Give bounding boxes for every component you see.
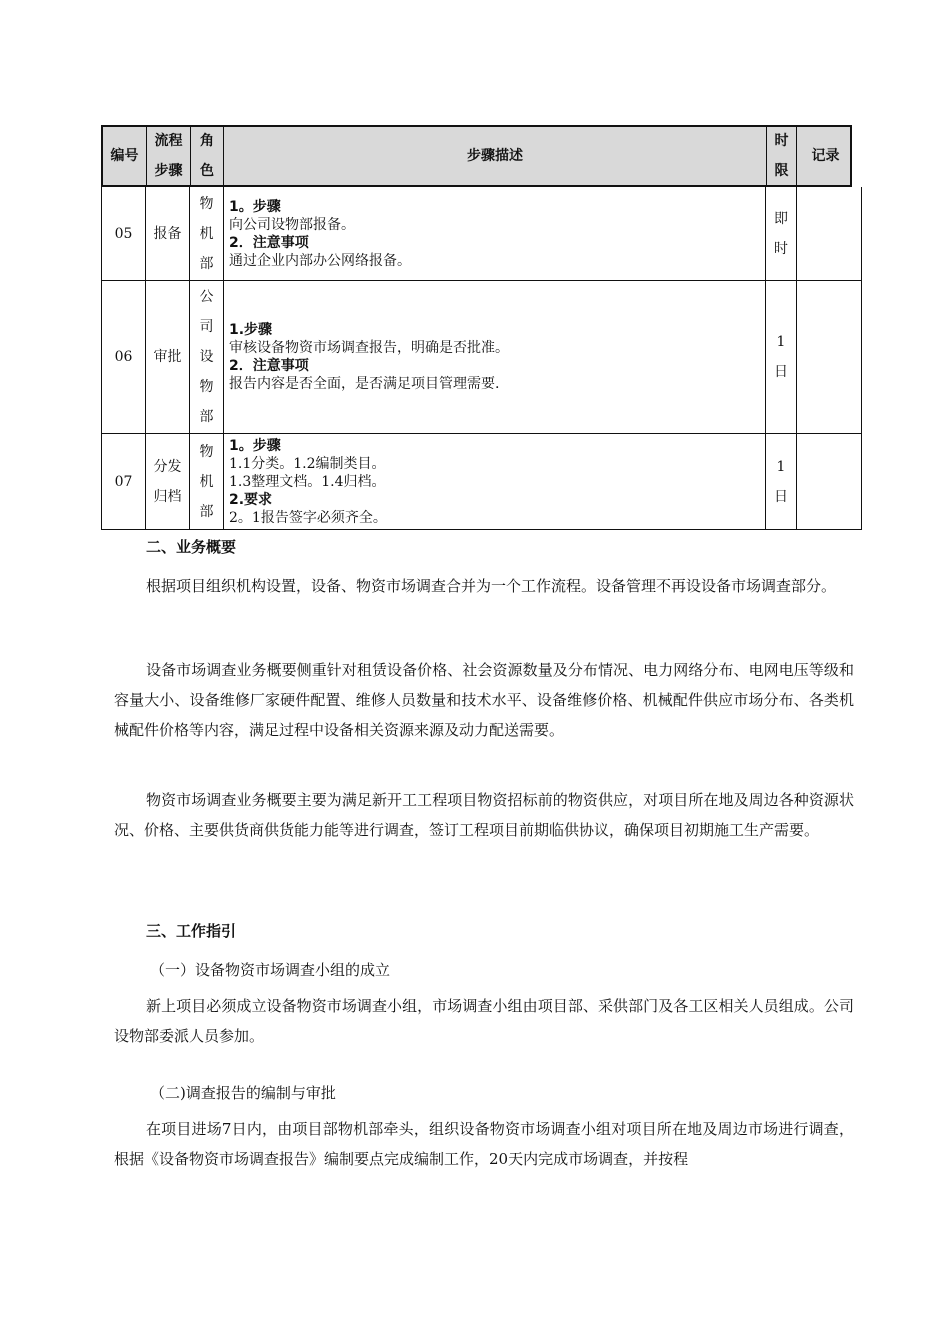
body-paragraph: 根据项目组织机构设置，设备、物资市场调查合并为一个工作流程。设备管理不再设设备市场调查部分。 <box>146 577 837 595</box>
body-paragraph: 设备市场调查业务概要侧重针对租赁设备价格、社会资源数量及分布情况、电力网络分布、电网电压等级和容量大小、设备维修厂家硬件配置、维修人员数量和技术水平、设备维修价格、机械配件供应市场分布、各类机械配件价格等内容，满足过程中设备相关资源来源及动力配送需要。 <box>114 661 854 739</box>
header-record: 记录 <box>811 148 840 164</box>
row-record <box>797 187 861 280</box>
body-paragraph: 在项目进场7日内，由项目部物机部牵头，组织设备物资市场调查小组对项目所在地及周边市场进行调查，根据《设备物资市场调查报告》编制要点完成编制工作，20天内完成市场调查，并按程 <box>114 1120 854 1168</box>
row-time <box>766 281 796 433</box>
section-heading: 三、工作指引 <box>146 922 237 940</box>
header-role-line2: 色 <box>200 163 214 179</box>
row-description <box>227 434 764 529</box>
desc-line: 1.3整理文档。1.4归档。 <box>229 473 386 490</box>
row-role-char: 机 <box>199 225 214 242</box>
row-time-line: 1 <box>776 458 786 475</box>
desc-line: 1。步骤 <box>229 198 281 215</box>
row-step <box>146 281 189 433</box>
row-time-line: 时 <box>774 240 788 257</box>
desc-line: 审核设备物资市场调查报告，明确是否批准。 <box>229 340 509 356</box>
row-time <box>766 434 796 529</box>
row-time-line: 日 <box>774 364 788 380</box>
desc-line: 1。步骤 <box>229 437 281 454</box>
row-role-char: 机 <box>199 473 214 490</box>
row-step-line: 报备 <box>153 225 182 242</box>
desc-line: 通过企业内部办公网络报备。 <box>229 252 411 269</box>
row-step <box>146 187 189 280</box>
desc-line: 2。1报告签字必须齐全。 <box>229 509 387 526</box>
desc-line: 报告内容是否全面，是否满足项目管理需要. <box>229 376 500 392</box>
header-step-line1: 流程 <box>154 133 183 149</box>
row-role <box>190 281 223 433</box>
desc-line: 向公司设物部报备。 <box>229 216 355 233</box>
row-role-char: 司 <box>199 319 214 335</box>
header-no: 编号 <box>110 148 139 164</box>
header-desc: 步骤描述 <box>467 148 523 164</box>
table-header <box>101 125 852 187</box>
row-role-char: 部 <box>199 255 214 272</box>
row-time-line: 即 <box>774 210 788 227</box>
desc-line: 2．注意事项 <box>229 234 309 251</box>
row-record <box>797 281 861 433</box>
desc-line: 2.要求 <box>229 491 273 508</box>
header-time <box>767 127 796 185</box>
body-paragraph: 新上项目必须成立设备物资市场调查小组，市场调查小组由项目部、采供部门及各工区相关人员组成。公司设物部委派人员参加。 <box>114 997 854 1045</box>
row-time <box>766 187 796 280</box>
row-role-char: 部 <box>199 409 214 425</box>
row-description <box>227 281 764 433</box>
header-role-line1: 角 <box>200 133 214 149</box>
header-time-line2: 限 <box>774 163 789 179</box>
section-heading: 二、业务概要 <box>146 538 237 556</box>
header-role <box>191 127 223 185</box>
row-role-char: 部 <box>199 503 214 520</box>
row-role-char: 物 <box>199 195 214 212</box>
process-table <box>101 125 862 529</box>
row-role-char: 物 <box>199 443 214 460</box>
row-description <box>227 187 764 280</box>
subsection-heading: （二)调查报告的编制与审批 <box>150 1084 336 1102</box>
desc-line: 1.步骤 <box>229 322 273 338</box>
desc-line: 1.1分类。1.2编制类目。 <box>229 455 386 472</box>
row-step-line: 分发 <box>153 458 182 475</box>
subsection-heading: （一）设备物资市场调查小组的成立 <box>150 961 391 979</box>
row-role-char: 物 <box>199 379 214 395</box>
row-role <box>190 187 223 280</box>
header-step <box>147 127 190 185</box>
row-role-char: 公 <box>199 289 214 305</box>
row-role <box>190 434 223 529</box>
body-paragraph: 物资市场调查业务概要主要为满足新开工工程项目物资招标前的物资供应，对项目所在地及周边各种资源状况、价格、主要供货商供货能力能等进行调查，签订工程项目前期临供协议，确保项目初期施工生产需要。 <box>114 791 854 839</box>
header-time-line1: 时 <box>774 133 789 149</box>
table-body <box>101 187 862 530</box>
row-record <box>797 434 861 529</box>
row-time-line: 1 <box>776 334 786 350</box>
row-time-line: 日 <box>774 488 788 505</box>
row-step <box>146 434 189 529</box>
row-no: 07 <box>114 473 133 490</box>
row-step-line: 归档 <box>153 488 182 505</box>
row-no: 06 <box>114 349 133 365</box>
row-step-line: 审批 <box>153 349 182 365</box>
row-role-char: 设 <box>199 349 214 365</box>
desc-line: 2．注意事项 <box>229 358 309 374</box>
table-row <box>102 433 861 529</box>
row-no: 05 <box>114 225 133 242</box>
header-step-line2: 步骤 <box>154 163 183 179</box>
table-row <box>102 187 861 280</box>
table-row <box>102 280 861 433</box>
